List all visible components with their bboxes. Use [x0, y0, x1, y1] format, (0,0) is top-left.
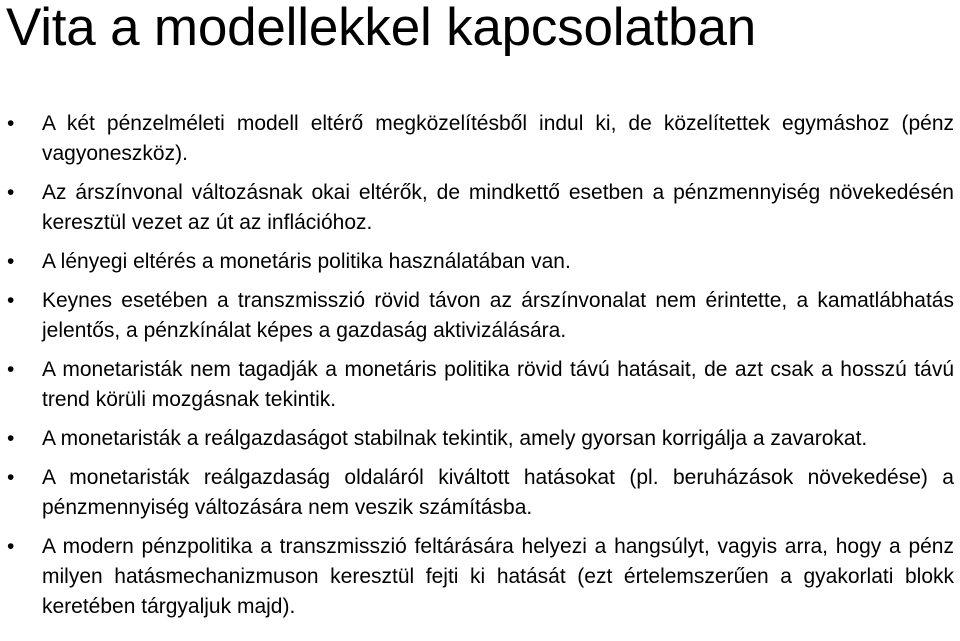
bullet-item	[0, 532, 960, 622]
bullet-icon: •	[7, 427, 15, 450]
bullet-icon: •	[7, 181, 15, 204]
bullet-item	[0, 109, 960, 169]
bullet-icon: •	[7, 466, 15, 489]
slide-title: Vita a modellekkel kapcsolatban	[6, 0, 757, 57]
bullet-item	[0, 178, 960, 238]
bullet-text: A két pénzelméleti modell eltérő megközelítésből indul ki, de közelítettek egymáshoz (pénz vagyoneszköz).	[42, 112, 954, 165]
bullet-item	[0, 247, 960, 277]
bullet-text: A monetaristák a reálgazdaságot stabilnak tekintik, amely gyorsan korrigálja a zavarokat.	[42, 427, 868, 450]
bullet-item	[0, 424, 960, 454]
bullet-text: Keynes esetében a transzmisszió rövid távon az árszínvonalat nem érintette, a kamatlábhatás jelentős, a pénzkínálat képes a gazdaság aktivizálására.	[42, 289, 954, 342]
bullet-text: A modern pénzpolitika a transzmisszió feltárására helyezi a hangsúlyt, vagyis arra, hogy a pénz milyen hatásmechanizmuson keresztül fejti ki hatását (ezt értelemszerűen a gyakorlati blokk keretében tárgyaljuk majd).	[42, 535, 954, 618]
bullet-text: A monetaristák reálgazdaság oldaláról kiváltott hatásokat (pl. beruházások növekedése) a pénzmennyiség változására nem veszik számításba.	[42, 466, 954, 519]
bullet-icon: •	[7, 358, 15, 381]
bullet-item	[0, 286, 960, 346]
bullet-item	[0, 463, 960, 523]
bullet-list	[0, 109, 960, 631]
bullet-item	[0, 355, 960, 415]
bullet-icon: •	[7, 112, 15, 135]
bullet-text: A monetaristák nem tagadják a monetáris politika rövid távú hatásait, de azt csak a hosszú távú trend körüli mozgásnak tekintik.	[42, 358, 954, 411]
bullet-text: A lényegi eltérés a monetáris politika használatában van.	[42, 250, 571, 273]
bullet-icon: •	[7, 535, 15, 558]
bullet-icon: •	[7, 250, 15, 273]
bullet-text: Az árszínvonal változásnak okai eltérők, de mindkettő esetben a pénzmennyiség növekedésén keresztül vezet az út az inflációhoz.	[42, 181, 954, 234]
bullet-icon: •	[7, 289, 15, 312]
